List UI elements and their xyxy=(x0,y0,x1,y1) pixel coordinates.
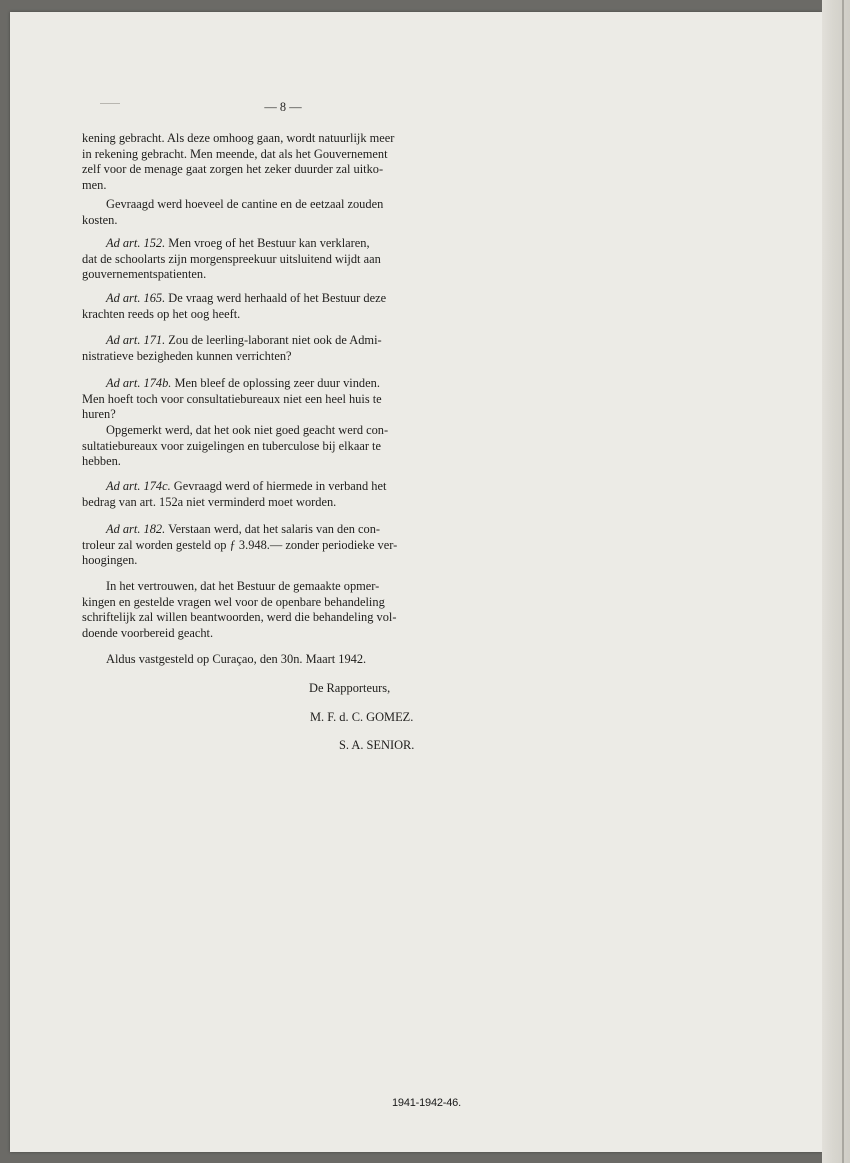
text-line: huren? xyxy=(82,407,116,421)
paragraph-vertrouwen xyxy=(82,579,460,641)
text-line xyxy=(82,522,460,538)
text-line: in rekening gebracht. Men meende, dat als het Gouvernement xyxy=(82,146,388,161)
paragraph-art-152 xyxy=(82,236,460,283)
signatory-gomez: M. F. d. C. GOMEZ. xyxy=(310,710,414,724)
paragraph-art-165 xyxy=(82,291,460,322)
article-reference: Ad art. 171. xyxy=(106,333,166,347)
text-run: Men bleef de oplossing zeer duur vinden. xyxy=(171,376,380,390)
text-run: De vraag werd herhaald of het Bestuur deze xyxy=(165,291,387,305)
closing-date-line: Aldus vastgesteld op Curaçao, den 30n. Maart 1942. xyxy=(106,652,367,666)
paragraph-art-174c xyxy=(82,479,460,510)
paragraph-art-174b xyxy=(82,376,460,423)
paragraph-continuation xyxy=(82,131,460,193)
article-reference: Ad art. 174c. xyxy=(106,479,171,493)
page-number: — 8 — xyxy=(264,100,302,114)
text-line xyxy=(82,236,460,252)
paragraph-art-171 xyxy=(82,333,460,364)
text-line xyxy=(82,479,460,495)
text-line xyxy=(82,333,460,349)
article-reference: Ad art. 165. xyxy=(106,291,166,305)
text-line: dat de schoolarts zijn morgenspreekuur uitsluitend wijdt aan xyxy=(82,251,381,266)
text-run: Gevraagd werd of hiermede in verband het xyxy=(170,479,387,493)
paragraph-consultatiebureaux xyxy=(82,423,460,470)
text-line: doende voorbereid geacht. xyxy=(82,625,214,640)
text-line: Opgemerkt werd, dat het ook niet goed geacht werd con- xyxy=(106,423,389,437)
text-line: sultatiebureaux voor zuigelingen en tuberculose bij elkaar te xyxy=(82,438,381,453)
signatory-senior: S. A. SENIOR. xyxy=(339,738,415,752)
text-line: bedrag van art. 152a niet verminderd moet worden. xyxy=(82,494,337,509)
article-reference: Ad art. 182. xyxy=(106,522,166,536)
text-run: Verstaan werd, dat het salaris van den con- xyxy=(165,522,381,536)
text-line: Gevraagd werd hoeveel de cantine en de eetzaal zouden xyxy=(106,197,384,211)
text-line: schriftelijk zal willen beantwoorden, werd die behandeling vol- xyxy=(82,610,397,624)
text-line: troleur zal worden gesteld op ƒ 3.948.— zonder periodieke ver- xyxy=(82,537,398,552)
text-line: hoogingen. xyxy=(82,553,138,567)
text-line: hebben. xyxy=(82,454,121,468)
text-line: kosten. xyxy=(82,212,118,227)
text-line: zelf voor de menage gaat zorgen het zeker duurder zal uitko- xyxy=(82,162,384,176)
page-smudge xyxy=(100,103,120,104)
paragraph-cantine-cost xyxy=(82,197,460,228)
text-line: gouvernementspatienten. xyxy=(82,267,207,281)
text-line: nistratieve bezigheden kunnen verrichten? xyxy=(82,348,292,363)
article-reference: Ad art. 152. xyxy=(106,236,166,250)
text-line xyxy=(82,291,460,307)
text-run: Zou de leerling-laborant niet ook de Admi- xyxy=(165,333,382,347)
text-line: kening gebracht. Als deze omhoog gaan, wordt natuurlijk meer xyxy=(82,131,395,145)
text-line: men. xyxy=(82,177,107,192)
text-line: In het vertrouwen, dat het Bestuur de gemaakte opmer- xyxy=(106,579,380,593)
rapporteurs-label: De Rapporteurs, xyxy=(309,681,391,695)
document-code: 1941-1942-46. xyxy=(392,1097,461,1109)
text-line: kingen en gestelde vragen wel voor de openbare behandeling xyxy=(82,594,385,609)
text-line xyxy=(82,376,460,392)
text-line: krachten reeds op het oog heeft. xyxy=(82,306,241,321)
adjacent-page-edge xyxy=(822,0,850,1163)
text-run: Men vroeg of het Bestuur kan verklaren, xyxy=(165,236,370,250)
article-reference: Ad art. 174b. xyxy=(106,376,172,390)
paragraph-art-182 xyxy=(82,522,460,569)
text-line: Men hoeft toch voor consultatiebureaux niet een heel huis te xyxy=(82,391,382,406)
